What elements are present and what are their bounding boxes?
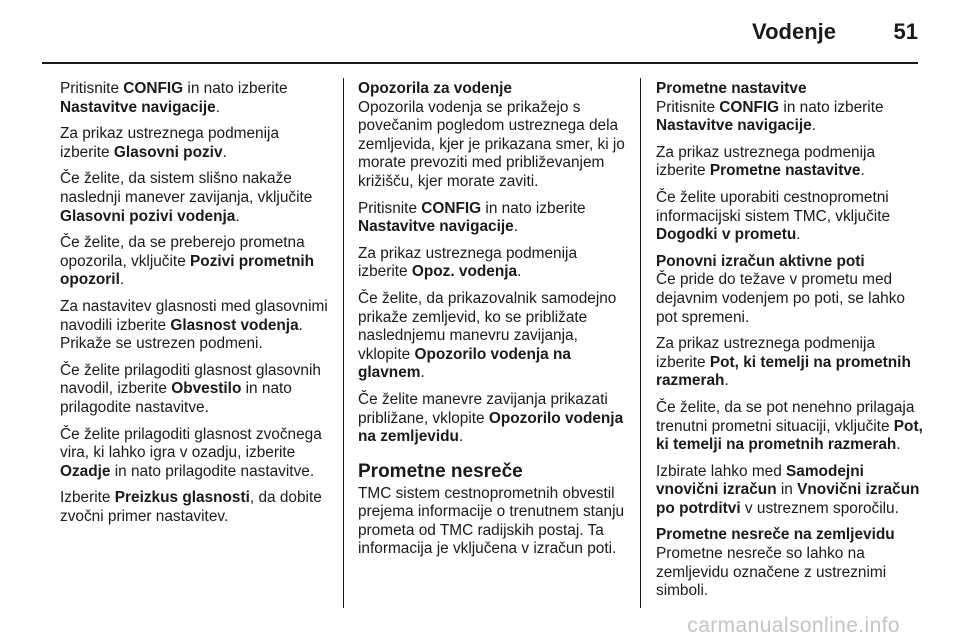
paragraph: Pritisnite CONFIG in nato izberite Nastavitve navigacije.: [60, 80, 288, 116]
paragraph: Izberite Preizkus glasnosti, da dobite zvočni primer nastavitev.: [60, 489, 322, 525]
paragraph: Če želite, da se pot nenehno prilagaja trenutni prometni situaciji, vključite Pot, ki temelji na prometnih razmerah.: [656, 398, 923, 454]
column-1: [60, 80, 330, 534]
paragraph: Za prikaz ustreznega podmenija izberite Pot, ki temelji na prometnih razmerah.: [656, 335, 911, 390]
subheading-route-recalc: Ponovni izračun aktivne poti: [656, 252, 865, 270]
paragraph: Če želite manevre zavijanja prikazati približane, vklopite Opozorilo vodenja na zemljevidu.: [358, 390, 624, 446]
paragraph: Če želite prilagoditi glasnost zvočnega vira, ki lahko igra v ozadju, izberite Ozadje in nato prilagodite nastavitve.: [60, 425, 322, 480]
page-header: [0, 0, 960, 62]
column-divider-1: [343, 78, 344, 608]
section-heading-traffic-incidents: Prometne nesreče: [358, 460, 523, 482]
paragraph: Izbirate lahko med Samodejni vnovični izračun in Vnovični izračun po potrditvi v ustreznem sporočilu.: [656, 462, 920, 517]
paragraph: Če želite, da se preberejo prometna opozorila, vključite Pozivi prometnih opozoril.: [60, 234, 315, 289]
paragraph: Če želite, da prikazovalnik samodejno prikaže zemljevid, ko se približate naslednjemu manevru zavijanja, vklopite Opozorilo vodenja na glavnem.: [358, 289, 617, 382]
paragraph: Če želite prilagoditi glasnost glasovnih navodil, izberite Obvestilo in nato prilagodite nastavitve.: [60, 361, 321, 416]
paragraph: Opozorila vodenja se prikažejo s povečanim pogledom ustreznega dela zemljevida, kjer je prikazana smer, ki jo morate prevoziti med približevanjem križišču, kjer morate zaviti.: [358, 98, 625, 190]
paragraph: Za prikaz ustreznega podmenija izberite Prometne nastavitve.: [656, 143, 876, 180]
watermark: carmanualsonline.info: [687, 614, 900, 637]
paragraph: Prometne nesreče so lahko na zemljevidu označene z ustreznimi simboli.: [656, 545, 887, 600]
paragraph: Če pride do težave v prometu med dejavnim vodenjem po poti, se lahko pot spremeni.: [656, 271, 905, 326]
column-divider-2: [640, 78, 641, 608]
column-2: [358, 80, 626, 567]
paragraph: TMC sistem cestnoprometnih obvestil prejema informacije o trenutnem stanju prometa od TMC radijskih postaj. Ta informacija je vključena v izračun poti.: [358, 484, 625, 558]
paragraph: Če želite, da sistem slišno nakaže naslednji manever zavijanja, vključite Glasovni pozivi vodenja.: [60, 170, 313, 225]
paragraph: Za prikaz ustreznega podmenija izberite Opoz. vodenja.: [358, 244, 578, 281]
subheading-guidance-alerts: Opozorila za vodenje: [358, 80, 512, 97]
page-number: 51: [893, 19, 918, 44]
paragraph: Za prikaz ustreznega podmenija izberite Glasovni poziv.: [60, 125, 280, 161]
page-title: Vodenje: [752, 19, 836, 44]
column-3: [656, 80, 928, 609]
paragraph: Če želite uporabiti cestnoprometni informacijski sistem TMC, vključite Dogodki v prometu.: [656, 188, 891, 244]
paragraph: Za nastavitev glasnosti med glasovnimi navodili izberite Glasnost vodenja. Prikaže se ustrezen podmeni.: [60, 297, 328, 353]
subheading-incidents-on-map: Prometne nesreče na zemljevidu: [656, 526, 895, 544]
header-rule: [42, 62, 918, 64]
paragraph: Pritisnite CONFIG in nato izberite Nastavitve navigacije.: [358, 199, 586, 236]
subheading-traffic-settings: Prometne nastavitve: [656, 80, 807, 97]
paragraph: Pritisnite CONFIG in nato izberite Nastavitve navigacije.: [656, 98, 884, 135]
